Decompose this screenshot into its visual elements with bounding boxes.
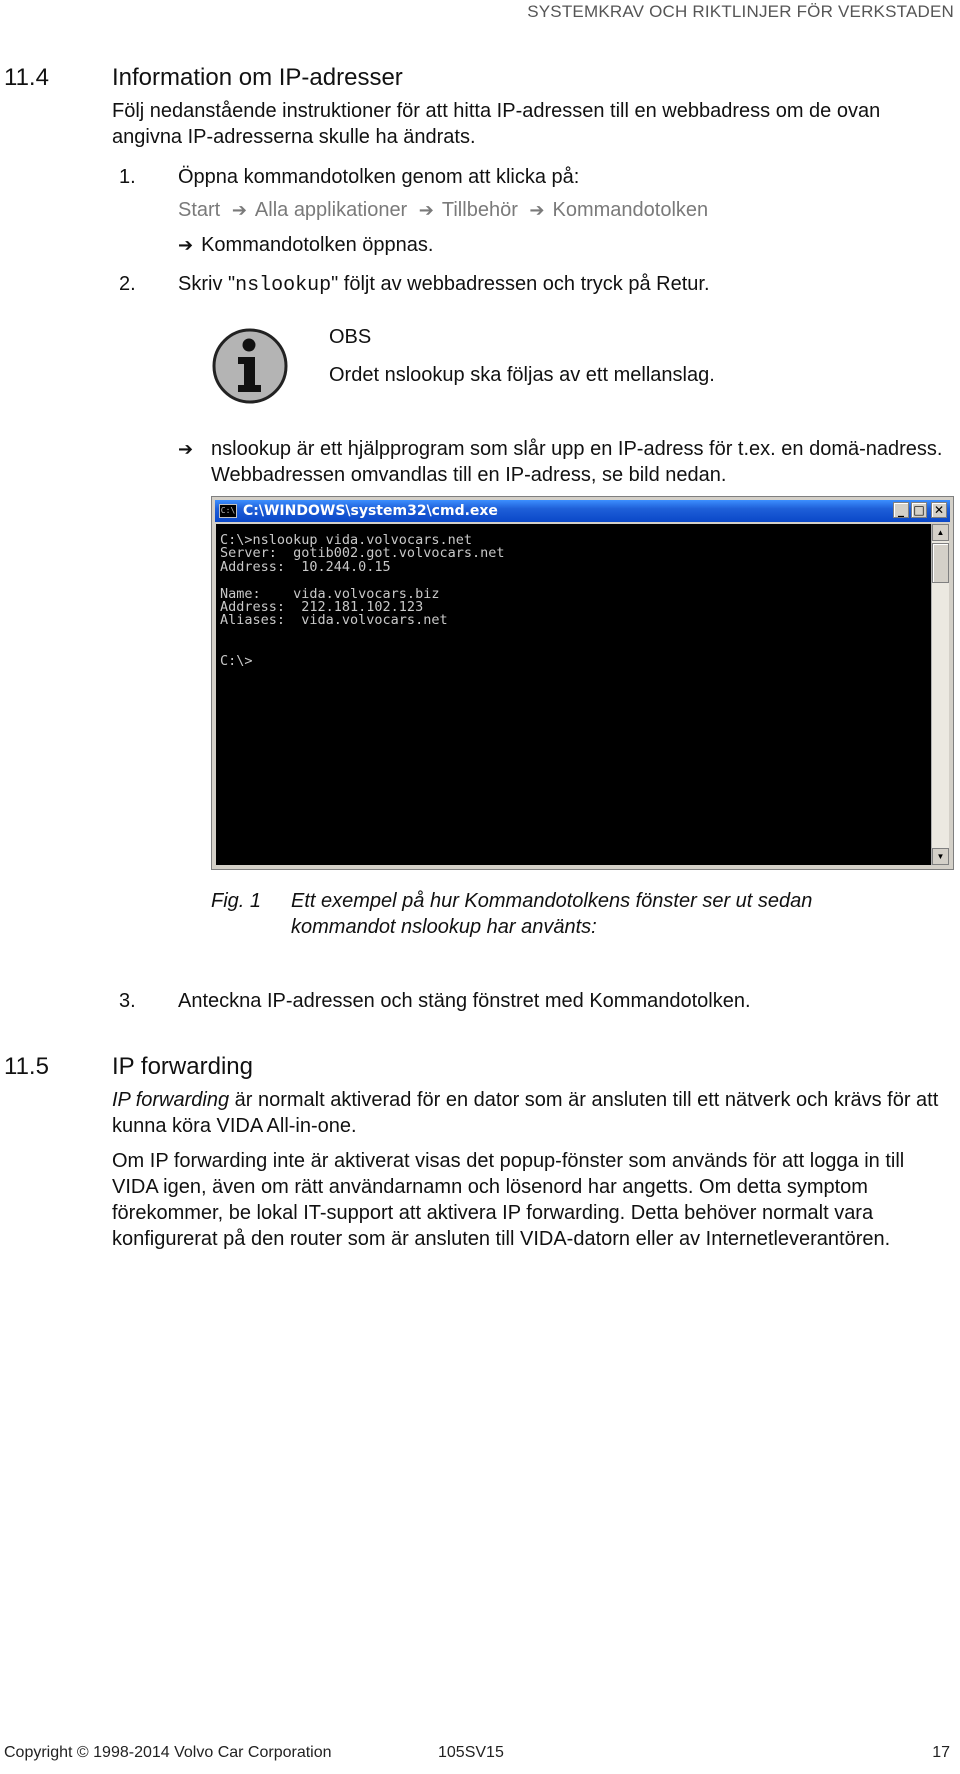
ip-forwarding-paragraph-2: Om IP forwarding inte är aktiverat visas det popup-fönster som används för att logga in till VIDA igen, även om rätt användarnamn och lösenord har angetts. Om detta symptom förekommer, be lokal IT-support att aktivera IP forwarding. Detta behöver normalt vara konfigurerat på den router som är ansluten till VIDA-datorn eller av Internetleverantören.: [112, 1150, 905, 1250]
footer-copyright: Copyright © 1998-2014 Volvo Car Corporation: [4, 1744, 332, 1761]
maximize-icon: □: [911, 502, 927, 518]
step-1-result-text: Kommandotolken öppnas.: [201, 234, 434, 256]
ip-forwarding-p1-rest: är normalt aktiverad för en dator som är ansluten till ett nätverk och krävs för att kunna köra VIDA All-in-one.: [112, 1089, 939, 1137]
menu-path-tillbehor: Tillbehör: [441, 199, 518, 221]
scroll-thumb: [932, 543, 949, 583]
cmd-scrollbar: [931, 524, 949, 865]
step-2-result: nslookup är ett hjälpprogram som slår upp en IP-adress för t.ex. en domä-nadress. Webbadressen omvandlas till en IP-adress, se bild nedan.: [211, 438, 943, 486]
arrow-right-icon: ➔: [231, 200, 247, 220]
info-icon: [211, 327, 289, 405]
cmd-title-bar: [215, 500, 950, 522]
step-3-number: 3.: [119, 990, 136, 1012]
cmd-console-text: C:\>nslookup vida.volvocars.net Server: gotib002.got.volvocars.net Address: 10.244.0.15 Name: vida.volvocars.biz Address: 212.181.102.123 Aliases: vida.volvocars.net C:\>: [220, 532, 505, 669]
step-1-result: [178, 232, 433, 258]
step-3-text: Anteckna IP-adressen och stäng fönstret med Kommandotolken.: [178, 990, 751, 1012]
menu-path-alla-applikationer: Alla applikationer: [254, 199, 408, 221]
footer-doc-code: 105SV15: [438, 1744, 504, 1761]
footer-page-number: 17: [932, 1744, 950, 1761]
note-title: OBS: [329, 326, 372, 348]
figure-label: Fig. 1: [211, 890, 262, 912]
section-number-11-4: 11.4: [4, 64, 49, 91]
step-2-code: nslookup: [235, 274, 332, 297]
close-icon: ✕: [931, 502, 947, 518]
scroll-down-icon: ▼: [932, 848, 949, 865]
cmd-window-screenshot: [211, 496, 954, 870]
step-2-text: [178, 271, 710, 299]
arrow-right-icon: ➔: [529, 200, 545, 220]
menu-path-start: Start: [178, 199, 221, 221]
cmd-window-title: C:\WINDOWS\system32\cmd.exe: [243, 503, 498, 519]
menu-path: [178, 197, 708, 223]
minimize-icon: _: [893, 502, 909, 518]
step-2-suffix: " följt av webbadressen och tryck på Retur.: [331, 273, 710, 295]
running-header: SYSTEMKRAV OCH RIKTLINJER FÖR VERKSTADEN: [527, 2, 954, 21]
note-text: Ordet nslookup ska följas av ett mellanslag.: [329, 364, 715, 386]
cmd-console: [216, 524, 931, 865]
section-title-11-5: IP forwarding: [112, 1053, 253, 1080]
menu-path-kommandotolken: Kommandotolken: [552, 199, 709, 221]
step-2-number: 2.: [119, 273, 136, 295]
scroll-up-icon: ▲: [932, 524, 949, 541]
figure-caption: Ett exempel på hur Kommandotolkens fönster ser ut sedan kommandot nslookup har använts:: [291, 890, 813, 938]
step-2-prefix: Skriv ": [178, 273, 236, 295]
step-1-number: 1.: [119, 166, 136, 188]
ip-forwarding-term: IP forwarding: [112, 1089, 230, 1111]
section-title-11-4: Information om IP-adresser: [112, 64, 403, 91]
arrow-right-icon: ➔: [418, 200, 434, 220]
arrow-right-icon: ➔: [178, 439, 194, 459]
cmd-icon: C:\: [219, 504, 237, 518]
ip-forwarding-paragraph-1: [112, 1087, 947, 1139]
section-number-11-5: 11.5: [4, 1053, 49, 1080]
intro-paragraph: Följ nedanstående instruktioner för att hitta IP-adressen till en webbadress om de ovan angivna IP-adresserna skulle ha ändrats.: [112, 100, 881, 148]
arrow-right-icon: ➔: [178, 235, 194, 255]
step-1-text: Öppna kommandotolken genom att klicka på:: [178, 166, 580, 188]
